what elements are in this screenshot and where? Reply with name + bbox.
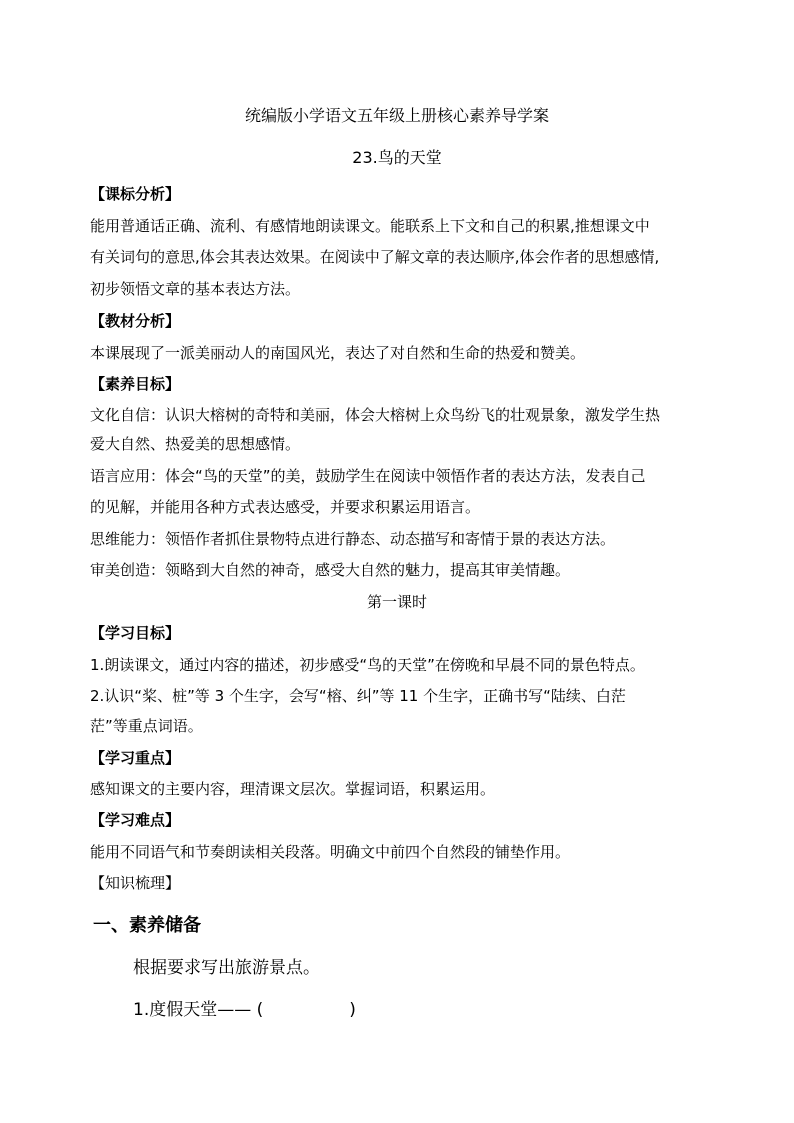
question-1 bbox=[133, 1000, 753, 1020]
question-1-number: 1. bbox=[133, 1000, 150, 1020]
kebiao-text-1: 能用普通话正确、流利、有感情地朗读课文。能联系上下文和自己的积累,推想课文中 bbox=[90, 217, 650, 235]
lesson-title: 23.鸟的天堂 bbox=[352, 148, 442, 167]
keshi-title: 第一课时 bbox=[366, 593, 427, 611]
section-nandian-heading: 【学习难点】 bbox=[90, 811, 181, 829]
shenmei-text: 审美创造：领略到大自然的神奇，感受大自然的魅力，提高其审美情趣。 bbox=[90, 561, 571, 579]
yuyan-text-2: 的见解，并能用各种方式表达感受，并要求积累运用语言。 bbox=[90, 498, 481, 516]
mubiao-item-1: 1.朗读课文，通过内容的描述，初步感受“鸟的天堂”在傍晚和早晨不同的景色特点。 bbox=[90, 656, 645, 674]
jiaocai-text: 本课展现了一派美丽动人的南国风光，表达了对自然和生命的热爱和赞美。 bbox=[90, 344, 586, 362]
siwei-text: 思维能力：领悟作者抓住景物特点进行静态、动态描写和寄情于景的表达方法。 bbox=[90, 530, 616, 548]
kebiao-text-2: 有关词句的意思,体会其表达效果。在阅读中了解文章的表达顺序,体会作者的思想感情, bbox=[90, 248, 660, 266]
section-suyang-heading: 【素养目标】 bbox=[90, 375, 181, 393]
yuyan-text-1: 语言应用：体会“鸟的天堂”的美，鼓励学生在阅读中领悟作者的表达方法，发表自己 bbox=[90, 467, 646, 485]
question-1-close-paren: ) bbox=[349, 1000, 356, 1020]
section-jiaocai-heading: 【教材分析】 bbox=[90, 312, 181, 330]
instruction-text: 根据要求写出旅游景点。 bbox=[133, 958, 320, 978]
wenhua-text-2: 爱大自然、热爱美的思想感情。 bbox=[90, 435, 301, 453]
zhongdian-text: 感知课文的主要内容，理清课文层次。掌握词语，积累运用。 bbox=[90, 780, 496, 798]
mubiao-item-2a: 2.认识“桨、桩”等 3 个生字，会写“榕、纠”等 11 个生字，正确书写“陆续、白茫 bbox=[90, 687, 626, 705]
question-1-text: 度假天堂—— bbox=[149, 1000, 252, 1020]
wenhua-text-1: 文化自信：认识大榕树的奇特和美丽，体会大榕树上众鸟纷飞的壮观景象，激发学生热 bbox=[90, 406, 661, 424]
part-one-heading: 一、素养储备 bbox=[93, 915, 201, 936]
doc-title: 统编版小学语文五年级上册核心素养导学案 bbox=[244, 106, 549, 125]
nandian-text: 能用不同语气和节奏朗读相关段落。明确文中前四个自然段的铺垫作用。 bbox=[90, 843, 571, 861]
kebiao-text-3: 初步领悟文章的基本表达方法。 bbox=[90, 280, 301, 298]
section-mubiao-heading: 【学习目标】 bbox=[90, 624, 181, 642]
mubiao-item-2b: 茫”等重点词语。 bbox=[90, 717, 203, 735]
section-kebiao-heading: 【课标分析】 bbox=[90, 185, 181, 203]
question-1-open-paren: ( bbox=[256, 1000, 264, 1020]
section-zhongdian-heading: 【学习重点】 bbox=[90, 749, 181, 767]
section-zhishi-heading: 【知识梳理】 bbox=[90, 874, 181, 892]
